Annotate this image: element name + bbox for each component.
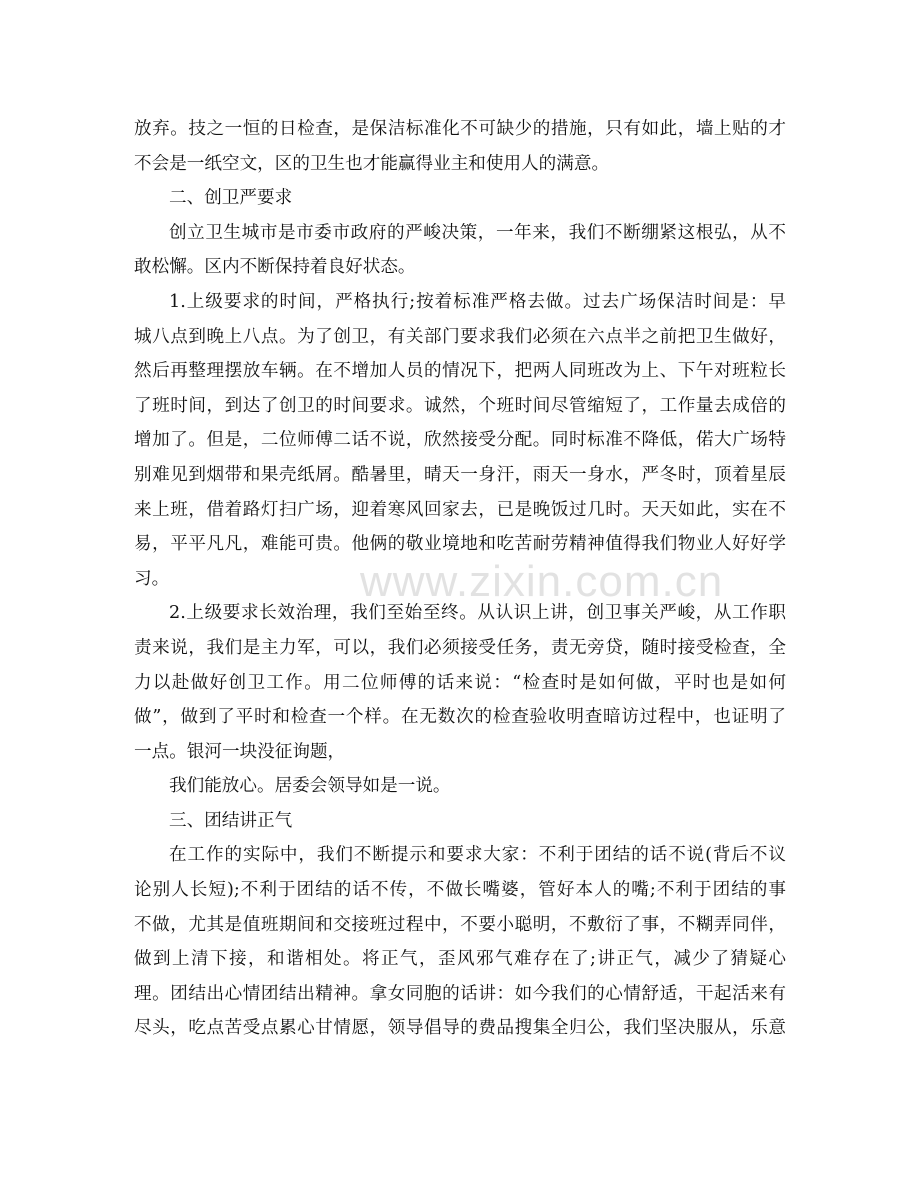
text-line: 力以赴做好创卫工作。用二位师傅的话来说：“检查时是如何做，平时也是如何 <box>134 672 786 693</box>
text-line: 我们能放心。居委会领导如是一说。 <box>169 776 451 797</box>
text-line: 城八点到晚上八点。为了创卫，有关部门要求我们必须在六点半之前把卫生做好， <box>134 326 786 347</box>
text-line: 在工作的实际中，我们不断提示和要求大家：不利于团结的话不说(背后不议 <box>169 845 786 866</box>
text-line: 尽头，吃点苦受点累心甘情愿，领导倡导的费品搜集全归公，我们坚决服从，乐意 <box>134 1018 786 1039</box>
text-line: 别难见到烟带和果壳纸屑。酷暑里，晴天一身汗，雨天一身水，严冬时，顶着星辰 <box>134 464 786 485</box>
text-line: 2.上级要求长效治理，我们至始至终。从认识上讲，创卫事关严峻，从工作职 <box>169 603 786 624</box>
text-line: 敢松懈。区内不断保持着良好状态。 <box>134 257 416 278</box>
text-line: 然后再整理摆放车辆。在不增加人员的情况下，把两人同班改为上、下午对班粒长 <box>134 361 786 382</box>
text-line: 创立卫生城市是市委市政府的严峻决策，一年来，我们不断绷紧这根弘，从不 <box>169 222 786 243</box>
text-line: 增加了。但是，二位师傅二话不说，欣然接受分配。同时标准不降低，偌大广场特 <box>134 430 786 451</box>
text-line: 理。团结出心情团结出精神。拿女同胞的话讲：如今我们的心情舒适，干起活来有 <box>134 983 786 1004</box>
watermark: www.zixin.com.cn <box>360 557 724 606</box>
text-line: 论别人长短);不利于团结的话不传，不做长嘴婆，管好本人的嘴;不利于团结的事 <box>134 880 786 901</box>
text-line: 一点。银河一块没征询题， <box>134 741 346 762</box>
text-line: 不做，尤其是值班期间和交接班过程中，不要小聪明，不敷衍了事，不糊弄同伴， <box>134 914 786 935</box>
text-line: 做到上清下接，和谐相处。将正气，歪风邪气难存在了;讲正气，减少了猜疑心 <box>134 949 786 970</box>
text-line: 1.上级要求的时间，严格执行;按着标准严格去做。过去广场保洁时间是：早 <box>169 291 786 312</box>
text-line: 二、创卫严要求 <box>169 188 293 209</box>
text-line: 做”，做到了平时和检查一个样。在无数次的检查验收明查暗访过程中，也证明了 <box>134 707 786 728</box>
text-line: 放弃。技之一恒的日检查，是保洁标准化不可缺少的措施，只有如此，墙上贴的才 <box>134 119 786 139</box>
text-line: 习。 <box>134 568 170 589</box>
text-line: 了班时间，到达了创卫的时间要求。诚然，个班时间尽管缩短了，工作量去成倍的 <box>134 395 786 416</box>
text-line: 三、团结讲正气 <box>169 810 293 831</box>
text-line: 易，平平凡凡，难能可贵。他俩的敬业境地和吃苦耐劳精神值得我们物业人好好学 <box>134 534 786 555</box>
text-line: 来上班，借着路灯扫广场，迎着寒风回家去，已是晚饭过几时。天天如此，实在不 <box>134 499 786 520</box>
text-line: 不会是一纸空文，区的卫生也才能赢得业主和使用人的满意。 <box>134 153 610 174</box>
text-line: 责来说，我们是主力军，可以，我们必须接受任务，责无旁贷，随时接受检查，全 <box>134 637 786 658</box>
